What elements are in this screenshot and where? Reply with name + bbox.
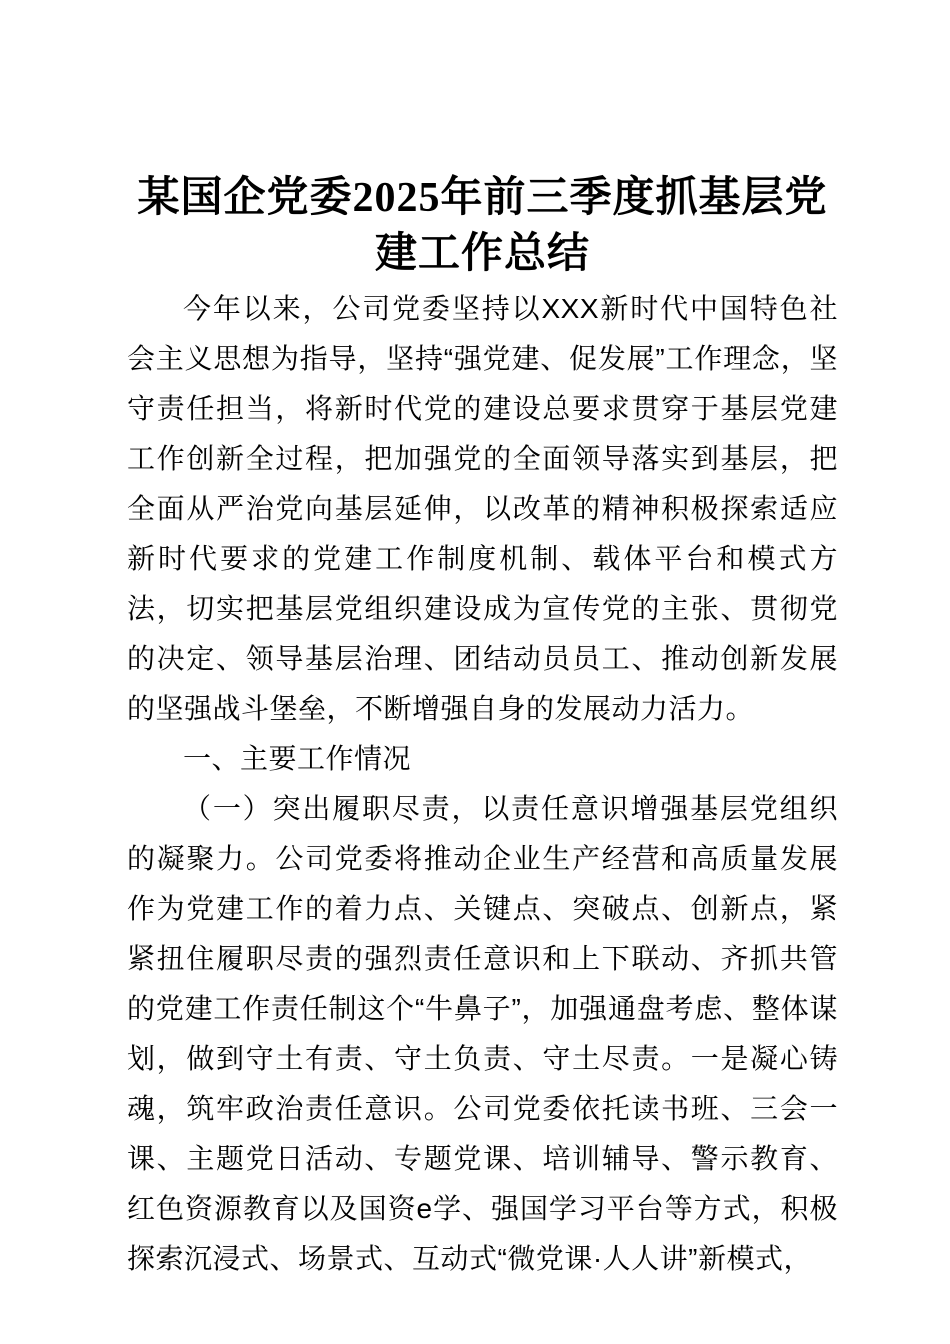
document-title-line-1: 某国企党委2025年前三季度抓基层党: [137, 175, 828, 221]
document-title: [127, 170, 838, 282]
section-heading-main-work: 一、主要工作情况: [183, 743, 412, 774]
document-title-line-2: 建工作总结: [374, 231, 590, 277]
paragraph-introduction: 今年以来，公司党委坚持以XXX新时代中国特色社会主义思想为指导，坚持“强党建、促发展”工作理念，坚守责任担当，将新时代党的建设总要求贯穿于基层党建工作创新全过程，把加强党的全面领导落实到基层，把全面从严治党向基层延伸，以改革的精神积极探索适应新时代要求的党建工作制度机制、载体平台和模式方法，切实把基层党组织建设成为宣传党的主张、贯彻党的决定、领导基层治理、团结动员员工、推动创新发展的坚强战斗堡垒，不断增强自身的发展动力活力。: [127, 293, 838, 724]
paragraph-section-one: （一）突出履职尽责，以责任意识增强基层党组织的凝聚力。公司党委将推动企业生产经营和高质量发展作为党建工作的着力点、关键点、突破点、创新点，紧紧扭住履职尽责的强烈责任意识和上下联动、齐抓共管的党建工作责任制这个“牛鼻子”，加强通盘考虑、整体谋划，做到守土有责、守土负责、守土尽责。一是凝心铸魂，筑牢政治责任意识。公司党委依托读书班、三会一课、主题党日活动、专题党课、培训辅导、警示教育、红色资源教育以及国资e学、强国学习平台等方式，积极探索沉浸式、场景式、互动式“微党课·人人讲”新模式，: [127, 793, 838, 1274]
document-body: [127, 284, 838, 1284]
